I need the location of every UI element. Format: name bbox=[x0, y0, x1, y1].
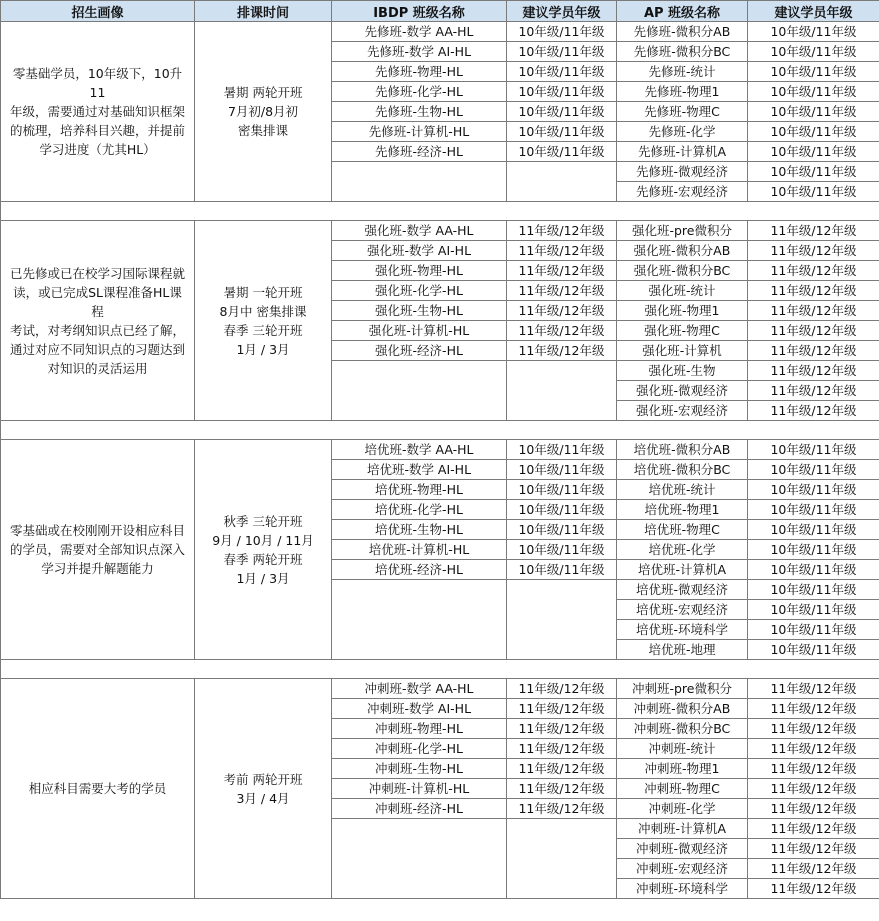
ap-grade-cell: 10年级/11年级 bbox=[748, 122, 879, 142]
ap-grade-cell: 10年级/11年级 bbox=[748, 540, 879, 560]
ibdp-class-cell: 培优班-计算机-HL bbox=[332, 540, 507, 560]
schedule-line: 3月 / 4月 bbox=[236, 790, 290, 806]
ibdp-class-cell: 冲刺班-数学 AI-HL bbox=[332, 699, 507, 719]
ap-class-cell: 先修班-微积分AB bbox=[617, 22, 748, 42]
profile-cell bbox=[1, 221, 195, 421]
ap-grade-cell: 11年级/12年级 bbox=[748, 381, 879, 401]
ibdp-class-cell: 培优班-物理-HL bbox=[332, 480, 507, 500]
ibdp-class-cell: 先修班-计算机-HL bbox=[332, 122, 507, 142]
ibdp-class-cell: 先修班-化学-HL bbox=[332, 82, 507, 102]
ap-class-cell: 冲刺班-物理1 bbox=[617, 759, 748, 779]
ap-class-cell: 强化班-物理1 bbox=[617, 301, 748, 321]
ap-class-cell: 培优班-微观经济 bbox=[617, 580, 748, 600]
ibdp-class-cell: 冲刺班-化学-HL bbox=[332, 739, 507, 759]
ap-grade-cell: 10年级/11年级 bbox=[748, 182, 879, 202]
ap-grade-cell: 11年级/12年级 bbox=[748, 341, 879, 361]
ap-grade-cell: 10年级/11年级 bbox=[748, 500, 879, 520]
schedule-line: 7月初/8月初 bbox=[227, 104, 299, 119]
profile-line: 学习并提升解题能力 bbox=[41, 561, 154, 576]
ibdp-class-cell: 先修班-数学 AA-HL bbox=[332, 22, 507, 42]
schedule-cell bbox=[195, 440, 332, 660]
ap-class-cell: 强化班-生物 bbox=[617, 361, 748, 381]
ap-class-cell: 强化班-微观经济 bbox=[617, 381, 748, 401]
ap-class-cell: 冲刺班-计算机A bbox=[617, 819, 748, 839]
ibdp-class-cell: 强化班-计算机-HL bbox=[332, 321, 507, 341]
ibdp-class-cell: 先修班-物理-HL bbox=[332, 62, 507, 82]
ap-class-cell: 培优班-环境科学 bbox=[617, 620, 748, 640]
ibdp-class-cell: 冲刺班-数学 AA-HL bbox=[332, 679, 507, 699]
ap-grade-cell: 11年级/12年级 bbox=[748, 241, 879, 261]
ibdp-grade-cell: 11年级/12年级 bbox=[507, 301, 617, 321]
ibdp-empty-cell bbox=[332, 819, 507, 899]
spacer-cell bbox=[1, 421, 879, 440]
profile-line: 零基础学员，10年级下，10升11 bbox=[12, 66, 183, 100]
ap-grade-cell: 10年级/11年级 bbox=[748, 142, 879, 162]
spacer-cell bbox=[1, 202, 879, 221]
header-ibdp-grade: 建议学员年级 bbox=[507, 1, 617, 22]
profile-line: 学习进度（尤其HL） bbox=[39, 142, 156, 157]
profile-line: 年级，需要通过对基础知识框架 bbox=[9, 104, 185, 119]
ap-class-cell: 先修班-宏观经济 bbox=[617, 182, 748, 202]
profile-line: 通过对应不同知识点的习题达到 bbox=[9, 341, 185, 357]
ibdp-class-cell: 强化班-化学-HL bbox=[332, 281, 507, 301]
ibdp-grade-cell: 10年级/11年级 bbox=[507, 540, 617, 560]
ap-grade-cell: 11年级/12年级 bbox=[748, 819, 879, 839]
profile-cell bbox=[1, 22, 195, 202]
ap-class-cell: 冲刺班-物理C bbox=[617, 779, 748, 799]
ap-class-cell: 先修班-化学 bbox=[617, 122, 748, 142]
ap-grade-cell: 10年级/11年级 bbox=[748, 42, 879, 62]
ibdp-class-cell: 强化班-物理-HL bbox=[332, 261, 507, 281]
ibdp-class-cell: 冲刺班-生物-HL bbox=[332, 759, 507, 779]
ibdp-grade-cell: 10年级/11年级 bbox=[507, 480, 617, 500]
schedule-line: 春季 两轮开班 bbox=[223, 551, 303, 567]
ap-grade-cell: 11年级/12年级 bbox=[748, 321, 879, 341]
ibdp-grade-cell: 10年级/11年级 bbox=[507, 62, 617, 82]
profile-line: 的学员，需要对全部知识点深入 bbox=[9, 542, 185, 557]
schedule-line: 8月中 密集排课 bbox=[219, 303, 307, 319]
ibdp-empty-cell bbox=[507, 162, 617, 202]
ap-class-cell: 冲刺班-微观经济 bbox=[617, 839, 748, 859]
ap-class-cell: 冲刺班-pre微积分 bbox=[617, 679, 748, 699]
ap-grade-cell: 11年级/12年级 bbox=[748, 719, 879, 739]
ap-class-cell: 冲刺班-微积分BC bbox=[617, 719, 748, 739]
ibdp-grade-cell: 11年级/12年级 bbox=[507, 699, 617, 719]
ap-grade-cell: 11年级/12年级 bbox=[748, 401, 879, 421]
ibdp-grade-cell: 10年级/11年级 bbox=[507, 500, 617, 520]
ap-grade-cell: 11年级/12年级 bbox=[748, 879, 879, 899]
ibdp-grade-cell: 11年级/12年级 bbox=[507, 221, 617, 241]
ap-grade-cell: 10年级/11年级 bbox=[748, 82, 879, 102]
profile-line: 零基础或在校刚刚开设相应科目 bbox=[9, 523, 185, 538]
ap-class-cell: 冲刺班-统计 bbox=[617, 739, 748, 759]
ap-class-cell: 培优班-微积分BC bbox=[617, 460, 748, 480]
ibdp-empty-cell bbox=[507, 819, 617, 899]
ap-grade-cell: 11年级/12年级 bbox=[748, 799, 879, 819]
ibdp-class-cell: 强化班-数学 AI-HL bbox=[332, 241, 507, 261]
section-spacer bbox=[1, 421, 879, 440]
ibdp-grade-cell: 10年级/11年级 bbox=[507, 22, 617, 42]
ap-grade-cell: 11年级/12年级 bbox=[748, 261, 879, 281]
ibdp-grade-cell: 10年级/11年级 bbox=[507, 142, 617, 162]
ap-grade-cell: 11年级/12年级 bbox=[748, 859, 879, 879]
ap-grade-cell: 10年级/11年级 bbox=[748, 440, 879, 460]
header-schedule: 排课时间 bbox=[195, 1, 332, 22]
ap-grade-cell: 10年级/11年级 bbox=[748, 162, 879, 182]
profile-line: 读，或已完成SL课程准备HL课程 bbox=[13, 284, 182, 319]
ap-class-cell: 先修班-物理1 bbox=[617, 82, 748, 102]
ibdp-class-cell: 培优班-生物-HL bbox=[332, 520, 507, 540]
ap-class-cell: 培优班-地理 bbox=[617, 640, 748, 660]
ap-grade-cell: 10年级/11年级 bbox=[748, 480, 879, 500]
ap-class-cell: 强化班-微积分AB bbox=[617, 241, 748, 261]
table-row bbox=[1, 221, 879, 241]
ap-class-cell: 培优班-化学 bbox=[617, 540, 748, 560]
ibdp-grade-cell: 11年级/12年级 bbox=[507, 261, 617, 281]
schedule-line: 考前 两轮开班 bbox=[223, 771, 303, 787]
header-ap-grade: 建议学员年级 bbox=[748, 1, 879, 22]
ap-class-cell: 培优班-物理1 bbox=[617, 500, 748, 520]
ibdp-class-cell: 培优班-化学-HL bbox=[332, 500, 507, 520]
ibdp-grade-cell: 10年级/11年级 bbox=[507, 122, 617, 142]
ibdp-class-cell: 强化班-经济-HL bbox=[332, 341, 507, 361]
ibdp-grade-cell: 10年级/11年级 bbox=[507, 460, 617, 480]
schedule-line: 1月 / 3月 bbox=[236, 570, 290, 586]
ibdp-grade-cell: 11年级/12年级 bbox=[507, 719, 617, 739]
ibdp-grade-cell: 11年级/12年级 bbox=[507, 799, 617, 819]
header-ap-class: AP 班级名称 bbox=[617, 1, 748, 22]
ap-class-cell: 强化班-pre微积分 bbox=[617, 221, 748, 241]
ap-grade-cell: 11年级/12年级 bbox=[748, 361, 879, 381]
ibdp-empty-cell bbox=[507, 361, 617, 421]
ap-grade-cell: 10年级/11年级 bbox=[748, 62, 879, 82]
ibdp-grade-cell: 10年级/11年级 bbox=[507, 82, 617, 102]
ap-class-cell: 培优班-物理C bbox=[617, 520, 748, 540]
section-spacer bbox=[1, 660, 879, 679]
profile-line: 考试，对考纲知识点已经了解， bbox=[9, 322, 185, 338]
ibdp-class-cell: 先修班-生物-HL bbox=[332, 102, 507, 122]
ap-grade-cell: 10年级/11年级 bbox=[748, 640, 879, 660]
ap-grade-cell: 10年级/11年级 bbox=[748, 560, 879, 580]
ibdp-class-cell: 冲刺班-经济-HL bbox=[332, 799, 507, 819]
profile-cell bbox=[1, 440, 195, 660]
ap-class-cell: 培优班-宏观经济 bbox=[617, 600, 748, 620]
header-ibdp-class: IBDP 班级名称 bbox=[332, 1, 507, 22]
ap-grade-cell: 11年级/12年级 bbox=[748, 779, 879, 799]
schedule-line: 暑期 一轮开班 bbox=[223, 284, 303, 300]
ap-grade-cell: 10年级/11年级 bbox=[748, 520, 879, 540]
ibdp-grade-cell: 10年级/11年级 bbox=[507, 102, 617, 122]
ibdp-empty-cell bbox=[332, 361, 507, 421]
ibdp-grade-cell: 11年级/12年级 bbox=[507, 679, 617, 699]
ap-class-cell: 先修班-微观经济 bbox=[617, 162, 748, 182]
ibdp-grade-cell: 11年级/12年级 bbox=[507, 739, 617, 759]
ibdp-class-cell: 强化班-数学 AA-HL bbox=[332, 221, 507, 241]
ap-class-cell: 先修班-微积分BC bbox=[617, 42, 748, 62]
ibdp-class-cell: 先修班-数学 AI-HL bbox=[332, 42, 507, 62]
ap-grade-cell: 11年级/12年级 bbox=[748, 759, 879, 779]
ibdp-empty-cell bbox=[332, 580, 507, 660]
ap-grade-cell: 11年级/12年级 bbox=[748, 281, 879, 301]
table-row bbox=[1, 679, 879, 699]
profile-line: 已先修或已在校学习国际课程就 bbox=[9, 265, 185, 281]
ap-grade-cell: 10年级/11年级 bbox=[748, 580, 879, 600]
ibdp-empty-cell bbox=[332, 162, 507, 202]
ap-class-cell: 强化班-物理C bbox=[617, 321, 748, 341]
table-row bbox=[1, 440, 879, 460]
ap-grade-cell: 10年级/11年级 bbox=[748, 460, 879, 480]
ibdp-empty-cell bbox=[507, 580, 617, 660]
ibdp-grade-cell: 11年级/12年级 bbox=[507, 241, 617, 261]
ibdp-class-cell: 冲刺班-计算机-HL bbox=[332, 779, 507, 799]
profile-line: 对知识的灵活运用 bbox=[47, 360, 148, 376]
schedule-line: 1月 / 3月 bbox=[236, 341, 290, 357]
ap-grade-cell: 10年级/11年级 bbox=[748, 620, 879, 640]
ap-grade-cell: 10年级/11年级 bbox=[748, 22, 879, 42]
ap-class-cell: 冲刺班-宏观经济 bbox=[617, 859, 748, 879]
ap-grade-cell: 11年级/12年级 bbox=[748, 699, 879, 719]
ap-grade-cell: 11年级/12年级 bbox=[748, 221, 879, 241]
schedule-cell bbox=[195, 679, 332, 899]
ap-grade-cell: 11年级/12年级 bbox=[748, 679, 879, 699]
schedule-line: 密集排课 bbox=[237, 123, 288, 138]
ibdp-grade-cell: 10年级/11年级 bbox=[507, 520, 617, 540]
ap-class-cell: 冲刺班-微积分AB bbox=[617, 699, 748, 719]
schedule-cell bbox=[195, 221, 332, 421]
spacer-cell bbox=[1, 660, 879, 679]
ap-grade-cell: 11年级/12年级 bbox=[748, 839, 879, 859]
ap-grade-cell: 10年级/11年级 bbox=[748, 600, 879, 620]
ibdp-grade-cell: 11年级/12年级 bbox=[507, 341, 617, 361]
ap-grade-cell: 11年级/12年级 bbox=[748, 739, 879, 759]
section-spacer bbox=[1, 202, 879, 221]
ap-class-cell: 先修班-物理C bbox=[617, 102, 748, 122]
schedule-line: 暑期 两轮开班 bbox=[223, 85, 303, 100]
ap-class-cell: 强化班-统计 bbox=[617, 281, 748, 301]
schedule-line: 秋季 三轮开班 bbox=[223, 513, 303, 529]
header-profile: 招生画像 bbox=[1, 1, 195, 22]
schedule-line: 9月 / 10月 / 11月 bbox=[212, 532, 314, 548]
ap-class-cell: 冲刺班-化学 bbox=[617, 799, 748, 819]
schedule-line: 春季 三轮开班 bbox=[223, 322, 303, 338]
ap-class-cell: 强化班-计算机 bbox=[617, 341, 748, 361]
ibdp-grade-cell: 10年级/11年级 bbox=[507, 440, 617, 460]
ap-class-cell: 培优班-微积分AB bbox=[617, 440, 748, 460]
ap-grade-cell: 11年级/12年级 bbox=[748, 301, 879, 321]
ibdp-grade-cell: 10年级/11年级 bbox=[507, 560, 617, 580]
profile-line: 相应科目需要大考的学员 bbox=[28, 781, 167, 796]
ibdp-grade-cell: 11年级/12年级 bbox=[507, 779, 617, 799]
ap-class-cell: 培优班-统计 bbox=[617, 480, 748, 500]
ap-grade-cell: 10年级/11年级 bbox=[748, 102, 879, 122]
ibdp-grade-cell: 11年级/12年级 bbox=[507, 759, 617, 779]
ibdp-grade-cell: 10年级/11年级 bbox=[507, 42, 617, 62]
ap-class-cell: 先修班-统计 bbox=[617, 62, 748, 82]
ap-class-cell: 强化班-宏观经济 bbox=[617, 401, 748, 421]
ibdp-class-cell: 先修班-经济-HL bbox=[332, 142, 507, 162]
header-row bbox=[1, 1, 879, 22]
ap-class-cell: 强化班-微积分BC bbox=[617, 261, 748, 281]
ibdp-class-cell: 强化班-生物-HL bbox=[332, 301, 507, 321]
ibdp-class-cell: 冲刺班-物理-HL bbox=[332, 719, 507, 739]
ibdp-class-cell: 培优班-数学 AI-HL bbox=[332, 460, 507, 480]
ap-class-cell: 冲刺班-环境科学 bbox=[617, 879, 748, 899]
ap-class-cell: 先修班-计算机A bbox=[617, 142, 748, 162]
ibdp-grade-cell: 11年级/12年级 bbox=[507, 321, 617, 341]
ibdp-class-cell: 培优班-数学 AA-HL bbox=[332, 440, 507, 460]
ibdp-class-cell: 培优班-经济-HL bbox=[332, 560, 507, 580]
ap-class-cell: 培优班-计算机A bbox=[617, 560, 748, 580]
table-row bbox=[1, 22, 879, 42]
profile-line: 的梳理，培养科目兴趣，并提前 bbox=[9, 123, 185, 138]
profile-cell bbox=[1, 679, 195, 899]
ibdp-grade-cell: 11年级/12年级 bbox=[507, 281, 617, 301]
schedule-cell bbox=[195, 22, 332, 202]
